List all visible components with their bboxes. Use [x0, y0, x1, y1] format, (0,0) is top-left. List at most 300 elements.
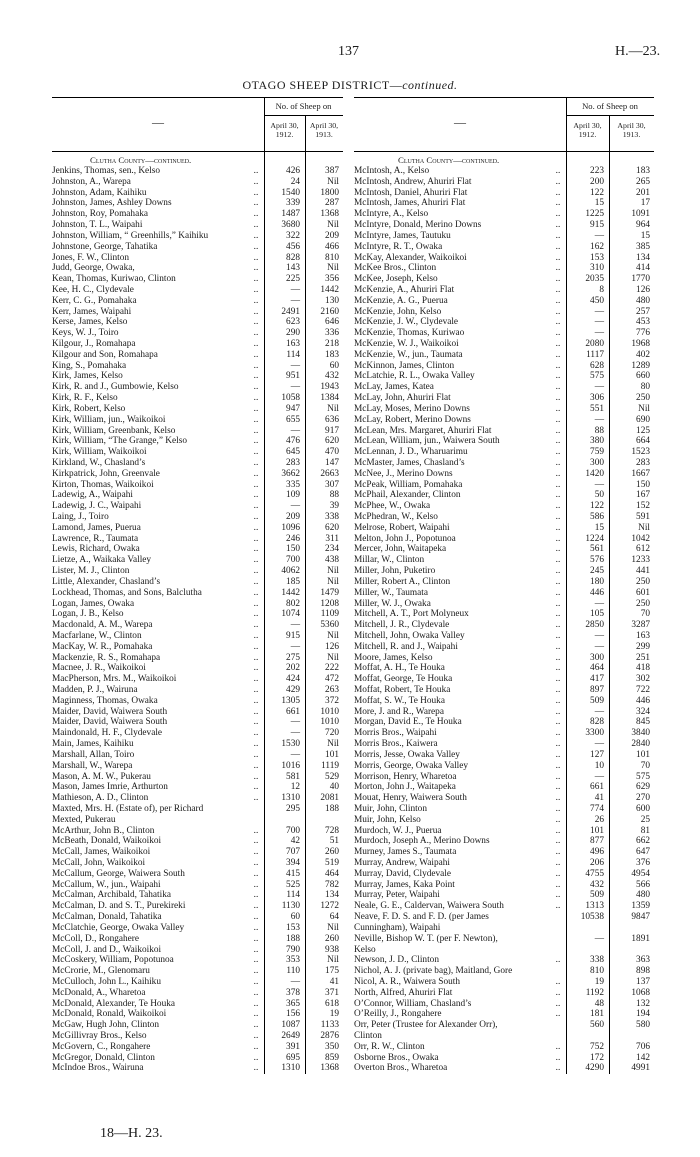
sheep-1913: 1368 — [320, 209, 339, 220]
sheep-1912: — — [594, 230, 604, 241]
sheep-1913: 722 — [636, 685, 650, 695]
sheep-1913: 810 — [325, 252, 339, 263]
owner-name: McKenzie, A., Ahuriri Flat — [354, 284, 455, 295]
sheep-1913: 5360 — [320, 620, 339, 631]
header-col-1912: April 30, 1912. — [573, 121, 602, 139]
owner-name: McColl, J. and D., Waikoikoi — [52, 944, 162, 955]
sheep-1913: 188 — [325, 803, 339, 814]
sheep-1913: 287 — [325, 198, 339, 209]
table-row — [52, 166, 343, 177]
sheep-1913: 776 — [636, 328, 650, 339]
sheep-1912: 48 — [594, 998, 604, 1009]
sheep-1913: 130 — [325, 295, 339, 306]
owner-name: Murdoch, W. J., Puerua — [354, 825, 442, 836]
owner-name: McDonald, Alexander, Te Houka — [52, 998, 175, 1009]
sheep-1913: 636 — [325, 414, 339, 425]
leader-dots: .. — [253, 760, 259, 771]
table-row — [52, 1020, 343, 1031]
leader-dots: .. — [253, 501, 259, 512]
sheep-1913: 250 — [636, 393, 650, 404]
sheep-1913: 1233 — [631, 555, 650, 566]
leader-dots: .. — [253, 674, 259, 685]
owner-name: Lamond, James, Puerua — [52, 522, 141, 533]
leader-dots: .. — [555, 976, 561, 987]
table-row — [52, 782, 343, 793]
sheep-1913: 209 — [325, 230, 339, 241]
leader-dots: .. — [253, 457, 259, 468]
table-row — [52, 761, 343, 772]
leader-dots: .. — [253, 425, 259, 436]
owner-name: Muir, John, Kelso — [354, 814, 421, 825]
sheep-1912: 290 — [286, 328, 300, 339]
table-row — [52, 890, 343, 901]
leader-dots: .. — [555, 566, 561, 577]
leader-dots: .. — [253, 230, 259, 241]
title-main: OTAGO SHEEP DISTRICT— — [242, 78, 403, 92]
leader-dots: .. — [253, 468, 259, 479]
table-row — [354, 609, 654, 620]
sheep-1912: 700 — [286, 555, 300, 566]
leader-dots: .. — [253, 1052, 259, 1063]
leader-dots: .. — [253, 717, 259, 728]
leader-dots: .. — [253, 263, 259, 274]
leader-dots: .. — [555, 760, 561, 771]
sheep-1913: 126 — [325, 641, 339, 652]
page-reference: H.—23. — [615, 44, 661, 59]
leader-dots: .. — [253, 371, 259, 382]
header-col-1913: April 30, 1913. — [309, 121, 339, 139]
sheep-1912: 1530 — [281, 739, 300, 750]
leader-dots: .. — [555, 468, 561, 479]
sheep-1913: 101 — [636, 749, 650, 760]
leader-dots: .. — [555, 284, 561, 295]
table-row — [52, 804, 343, 815]
leader-dots: .. — [253, 630, 259, 641]
leader-dots: .. — [253, 544, 259, 555]
sheep-1912: 3662 — [281, 468, 300, 479]
sheep-1912: 310 — [590, 263, 604, 274]
sheep-1913: 201 — [636, 187, 650, 198]
owner-name: Ladewig, A., Waipahi — [52, 490, 133, 501]
sheep-1913: 125 — [636, 425, 650, 436]
sheep-1912: 1224 — [585, 533, 604, 544]
table-row — [354, 988, 654, 999]
sheep-1913: 432 — [325, 371, 339, 382]
sheep-1912: 153 — [286, 922, 300, 933]
table-row — [52, 836, 343, 847]
sheep-1912: 275 — [286, 652, 300, 663]
sheep-1912: 2035 — [585, 274, 604, 285]
table-row — [354, 188, 654, 199]
county-heading: Clutha County—continued. — [398, 155, 500, 165]
table-row — [354, 469, 654, 480]
leader-dots: .. — [555, 749, 561, 760]
table-row — [354, 934, 654, 945]
sheep-1913: 964 — [636, 220, 650, 231]
sheep-1912: 947 — [286, 403, 300, 414]
owner-name: Keys, W. J., Toiro — [52, 328, 119, 339]
leader-dots: .. — [555, 998, 561, 1009]
sheep-1913: 646 — [325, 317, 339, 328]
table-row — [52, 966, 343, 977]
sheep-1913: 15 — [640, 230, 650, 241]
owner-name: Kelso — [354, 944, 376, 955]
owner-name: McCrorie, M., Glenomaru — [52, 966, 150, 977]
sheep-1913: 137 — [636, 976, 650, 987]
owner-name: Marshall, W., Warepa — [52, 760, 133, 771]
table-row — [354, 285, 654, 296]
sheep-1913: 472 — [325, 674, 339, 685]
owner-name: McPeak, William, Pomahaka — [354, 479, 463, 490]
sheep-1912: 206 — [590, 858, 604, 868]
leader-dots: .. — [555, 220, 561, 231]
table-row — [52, 1031, 343, 1042]
sheep-1913: 1068 — [631, 987, 650, 998]
table-row — [52, 588, 343, 599]
leader-dots: .. — [253, 685, 259, 695]
header-col-1912: April 30, 1912. — [270, 121, 299, 139]
owner-name: McIntyre, Donald, Merino Downs — [354, 220, 482, 231]
sheep-1913: Nil — [327, 220, 339, 231]
leader-dots: .. — [555, 782, 561, 793]
leader-dots: .. — [253, 414, 259, 425]
table-row — [354, 912, 654, 923]
owner-name: Melton, John J., Popotunoa — [354, 533, 456, 544]
owner-name: McKenzie, W., jun., Taumata — [354, 349, 463, 360]
table-row — [52, 869, 343, 880]
sheep-1912: 1117 — [586, 349, 604, 360]
owner-name: Miller, John, Puketiro — [354, 566, 436, 577]
owner-name: Johnstone, George, Tahatika — [52, 241, 158, 252]
sheep-1913: 1384 — [320, 393, 339, 404]
table-row — [354, 858, 654, 869]
sheep-1913: 175 — [325, 966, 339, 977]
leader-dots: .. — [555, 295, 561, 306]
owner-name: Morton, John J., Waitapeka — [354, 782, 456, 793]
sheep-1913: 132 — [636, 998, 650, 1009]
table-row — [354, 242, 654, 253]
table-row — [52, 231, 343, 242]
owner-name: Mathieson, A. D., Clinton — [52, 793, 149, 804]
sheep-1912: — — [290, 728, 300, 739]
sheep-1912: 225 — [286, 274, 300, 285]
owner-name: Kirk, Robert, Kelso — [52, 403, 126, 414]
owner-name: Melrose, Robert, Waipahi — [354, 522, 450, 533]
sheep-1912: 110 — [286, 966, 300, 977]
owner-name: Macnee, J. R., Waikoikoi — [52, 663, 146, 674]
sheep-1913: 338 — [325, 512, 339, 522]
leader-dots: .. — [555, 457, 561, 468]
owner-name: Morrison, Henry, Wharetoa — [354, 771, 457, 782]
owner-name: Macdonald, A. M., Warepa — [52, 620, 153, 631]
owner-name: Kirton, Thomas, Waikoikoi — [52, 479, 154, 490]
owner-name: Marshall, Allan, Toiro — [52, 749, 135, 760]
owner-name: McKenzie, Thomas, Kuriwao — [354, 328, 465, 339]
leader-dots: .. — [253, 393, 259, 404]
owner-name: McKenzie, A. G., Puerua — [354, 295, 448, 306]
sheep-1912: — — [594, 306, 604, 317]
leader-dots: .. — [253, 641, 259, 652]
sheep-1913: 19 — [329, 1009, 339, 1020]
header-group-label: No. of Sheep on — [275, 101, 332, 111]
table-row — [52, 415, 343, 426]
sheep-1912: 163 — [286, 339, 300, 349]
table-row — [52, 436, 343, 447]
owner-name: Murdoch, Joseph A., Merino Downs — [354, 836, 490, 847]
owner-name: McKinnon, James, Clinton — [354, 360, 455, 371]
leader-dots: .. — [253, 598, 259, 609]
sheep-1913: 938 — [325, 944, 339, 955]
sheep-1913: 126 — [636, 284, 650, 295]
table-row — [52, 663, 343, 674]
sheep-1913: 376 — [636, 858, 650, 868]
table-row — [52, 296, 343, 307]
sheep-1912: 322 — [286, 230, 300, 241]
sheep-1913: Nil — [327, 566, 339, 577]
leader-dots: .. — [555, 339, 561, 349]
table-row — [52, 642, 343, 653]
sheep-1912: 1313 — [585, 901, 604, 912]
leader-dots: .. — [555, 241, 561, 252]
leader-dots: .. — [555, 858, 561, 868]
sheep-1913: 167 — [636, 490, 650, 501]
leader-dots: .. — [253, 533, 259, 544]
leader-dots: .. — [253, 566, 259, 577]
leader-dots: .. — [253, 728, 259, 739]
sheep-1912: 380 — [590, 436, 604, 447]
table-row — [354, 901, 654, 912]
sheep-1913: Nil — [327, 630, 339, 641]
table-row — [52, 555, 343, 566]
leader-dots: .. — [253, 479, 259, 490]
owner-name: Lister, M. J., Clinton — [52, 566, 130, 577]
leader-dots: .. — [253, 695, 259, 706]
sheep-1913: Nil — [327, 652, 339, 663]
owner-name: Maginness, Thomas, Owaka — [52, 695, 158, 706]
sheep-1912: 509 — [590, 695, 604, 706]
owner-name: Kirk, R. F., Kelso — [52, 393, 118, 404]
sheep-1913: 600 — [636, 803, 650, 814]
owner-name: Mitchell, A. T., Port Molyneux — [354, 609, 469, 620]
table-row — [354, 653, 654, 664]
leader-dots: .. — [253, 166, 259, 176]
right-table — [354, 97, 654, 1074]
owner-name: Clinton — [354, 1031, 382, 1041]
sheep-1913: 183 — [636, 166, 650, 176]
sheep-1912: 24 — [290, 176, 300, 187]
owner-name: Kirk, James, Kelso — [52, 371, 123, 382]
table-row — [354, 782, 654, 793]
sheep-1912: 1305 — [281, 695, 300, 706]
table-row — [354, 501, 654, 512]
owner-name: McCoskery, William, Popotunoa — [52, 955, 174, 966]
leader-dots: .. — [555, 706, 561, 717]
owner-name: Miller, Robert A., Clinton — [354, 576, 451, 587]
owner-name: Mackenzie, R. S., Romahapa — [52, 652, 161, 663]
sheep-1912: 295 — [286, 803, 300, 814]
owner-name: McCalman, Archibald, Tahatika — [52, 890, 171, 901]
table-row — [52, 901, 343, 912]
table-row — [52, 263, 343, 274]
owner-name: Cunningham), Waipahi — [354, 922, 441, 933]
sheep-1912: 26 — [594, 814, 604, 825]
sheep-1912: 628 — [590, 360, 604, 371]
table-row — [354, 707, 654, 718]
sheep-1912: 509 — [590, 890, 604, 901]
table-row — [52, 1042, 343, 1053]
sheep-1913: 17 — [640, 198, 650, 209]
sheep-1913: 270 — [636, 793, 650, 804]
table-row — [354, 663, 654, 674]
owner-name: Osborne Bros., Owaka — [354, 1052, 439, 1063]
sheep-1913: 898 — [636, 966, 650, 977]
sheep-1913: 356 — [325, 274, 339, 285]
owner-name: McLean, Mrs. Margaret, Ahuriri Flat — [354, 425, 492, 436]
table-row — [354, 739, 654, 750]
header-dash: — — [454, 115, 466, 129]
leader-dots: .. — [555, 630, 561, 641]
sheep-1913: 307 — [325, 479, 339, 490]
leader-dots: .. — [253, 933, 259, 944]
table-row — [52, 393, 343, 404]
owner-name: Macfarlane, W., Clinton — [52, 630, 142, 641]
table-row — [354, 307, 654, 318]
sheep-1912: 15 — [594, 522, 604, 533]
leader-dots: .. — [555, 425, 561, 436]
table-row — [52, 534, 343, 545]
sheep-1912: 951 — [286, 371, 300, 382]
sheep-1912: — — [290, 284, 300, 295]
table-row — [354, 339, 654, 350]
table-row — [354, 415, 654, 426]
owner-name: McKenzie, J. W., Clydevale — [354, 317, 459, 328]
leader-dots: .. — [253, 609, 259, 620]
header-dash: — — [152, 115, 164, 129]
leader-dots: .. — [253, 998, 259, 1009]
table-row — [52, 371, 343, 382]
owner-name: Kilgour, J., Romahapa — [52, 339, 136, 349]
sheep-1913: 234 — [325, 544, 339, 555]
leader-dots: .. — [555, 360, 561, 371]
sheep-1913: 728 — [325, 825, 339, 836]
leader-dots: .. — [555, 230, 561, 241]
owner-name: Moffat, A. H., Te Houka — [354, 663, 445, 674]
table-row — [354, 274, 654, 285]
table-row — [52, 945, 343, 956]
owner-name: McNee, J., Merino Downs — [354, 468, 453, 479]
leader-dots: .. — [555, 512, 561, 522]
table-row — [354, 674, 654, 685]
sheep-1912: — — [594, 933, 604, 944]
sheep-1913: 620 — [325, 436, 339, 447]
owner-name: Jones, F. W., Clinton — [52, 252, 130, 263]
table-row — [354, 480, 654, 491]
table-row — [354, 426, 654, 437]
sheep-1913: 2876 — [320, 1031, 339, 1041]
table-row — [52, 609, 343, 620]
leader-dots: .. — [555, 166, 561, 176]
sheep-1913: 260 — [325, 933, 339, 944]
sheep-1913: 371 — [325, 987, 339, 998]
sheep-1913: 1272 — [320, 901, 339, 912]
table-row — [354, 361, 654, 372]
table-row — [354, 198, 654, 209]
sheep-1913: 336 — [325, 328, 339, 339]
sheep-1913: 720 — [325, 728, 339, 739]
sheep-1912: 185 — [286, 576, 300, 587]
leader-dots: .. — [555, 717, 561, 728]
owner-name: Main, James, Kaihiku — [52, 739, 134, 750]
sheep-1912: — — [594, 598, 604, 609]
leader-dots: .. — [253, 317, 259, 328]
leader-dots: .. — [555, 685, 561, 695]
leader-dots: .. — [253, 198, 259, 209]
sheep-1913: 647 — [636, 847, 650, 858]
owner-name: Kirkland, W., Chasland’s — [52, 457, 146, 468]
sheep-1912: 1096 — [281, 522, 300, 533]
owner-name: McGaw, Hugh John, Clinton — [52, 1020, 160, 1031]
sheep-1912: 3680 — [281, 220, 300, 231]
sheep-1913: 150 — [636, 479, 650, 490]
sheep-1912: 655 — [286, 414, 300, 425]
sheep-1912: — — [594, 479, 604, 490]
leader-dots: .. — [253, 976, 259, 987]
table-row — [52, 253, 343, 264]
leader-dots: .. — [555, 501, 561, 512]
sheep-1913: 480 — [636, 295, 650, 306]
table-row — [354, 436, 654, 447]
sheep-1913: 265 — [636, 176, 650, 187]
owner-name: Johnston, James, Ashley Downs — [52, 198, 172, 209]
leader-dots: .. — [253, 328, 259, 339]
sheep-1912: 915 — [590, 220, 604, 231]
owner-name: Johnston, Adam, Kaihiku — [52, 187, 147, 198]
sheep-1912: — — [290, 295, 300, 306]
sheep-1913: 845 — [636, 717, 650, 728]
table-row — [354, 1042, 654, 1053]
sheep-1913: 1010 — [320, 717, 339, 728]
leader-dots: .. — [253, 955, 259, 966]
table-row — [52, 717, 343, 728]
sheep-1913: Nil — [327, 576, 339, 587]
table-row — [354, 382, 654, 393]
owner-name: Jenkins, Thomas, sen., Kelso — [52, 166, 161, 176]
table-row — [354, 945, 654, 956]
table-row — [52, 285, 343, 296]
leader-dots: .. — [555, 609, 561, 620]
sheep-1913: 9847 — [631, 912, 650, 923]
sheep-1913: 311 — [325, 533, 339, 544]
sheep-1913: 194 — [636, 1009, 650, 1020]
owner-name: McLay, James, Katea — [354, 382, 434, 393]
table-row — [52, 458, 343, 469]
sheep-1912: 810 — [590, 966, 604, 977]
sheep-1913: 706 — [636, 1041, 650, 1052]
sheep-1913: 80 — [640, 382, 650, 393]
sheep-1912: 450 — [590, 295, 604, 306]
table-row — [52, 339, 343, 350]
sheep-1912: — — [290, 382, 300, 393]
sheep-1912: 464 — [590, 663, 604, 674]
leader-dots: .. — [253, 274, 259, 285]
owner-name: McGovern, C., Rongahere — [52, 1041, 151, 1052]
sheep-1912: 1487 — [281, 209, 300, 220]
table-row — [52, 1053, 343, 1064]
sheep-1912: 707 — [286, 847, 300, 858]
sheep-1912: 306 — [590, 393, 604, 404]
sheep-1913: 1208 — [320, 598, 339, 609]
table-row — [354, 523, 654, 534]
